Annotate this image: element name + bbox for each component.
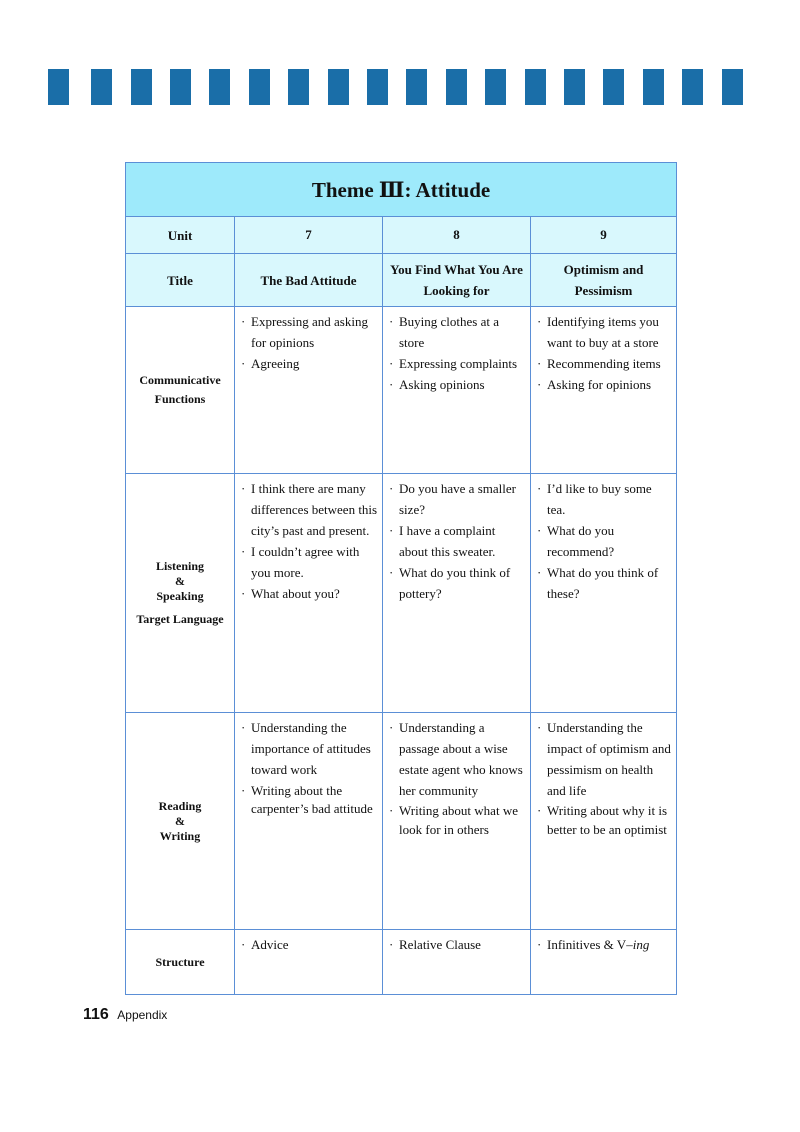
list-item — [537, 934, 672, 955]
communicative-functions-label — [126, 307, 235, 474]
decorative-block — [406, 69, 427, 105]
list-item: · Expressing complaints — [389, 353, 526, 374]
listening-cell — [383, 474, 531, 713]
structure-cell — [531, 930, 677, 995]
communicative-cell — [531, 307, 677, 474]
list-item: · Identifying items you want to buy at a store — [537, 311, 672, 353]
table-title: Theme Ⅲ: Attitude — [126, 163, 677, 217]
decorative-block — [131, 69, 152, 105]
list-item: · Understanding a passage about a wise estate agent who knows her community — [389, 717, 526, 801]
label-line: Writing — [159, 828, 201, 843]
list-item: · Do you have a smaller size? — [389, 478, 526, 520]
label-line: & — [175, 574, 185, 588]
decorative-block — [288, 69, 309, 105]
list-item: · Asking for opinions — [537, 374, 672, 395]
list-item: · What do you think of pottery? — [389, 562, 526, 604]
decorative-block — [446, 69, 467, 105]
list-item: · Writing about why it is better to be an optimist — [537, 801, 672, 839]
decorative-block — [91, 69, 112, 105]
decorative-block — [328, 69, 349, 105]
decorative-block — [209, 69, 230, 105]
communicative-cell — [383, 307, 531, 474]
structure-label: Structure — [126, 930, 235, 995]
label-line: Listening — [155, 559, 204, 573]
decorative-block — [722, 69, 743, 105]
decorative-block — [170, 69, 191, 105]
list-item: · I couldn’t agree with you more. — [241, 541, 378, 583]
listening-speaking-label — [126, 474, 235, 713]
list-item: · Asking opinions — [389, 374, 526, 395]
decorative-block — [525, 69, 546, 105]
list-item: · What do you think of these? — [537, 562, 672, 604]
list-item: · I think there are many differences between this city’s past and present. — [241, 478, 378, 541]
communicative-functions-row — [126, 307, 677, 474]
unit-title: You Find What You Are Looking for — [383, 254, 531, 307]
list-item: · Advice — [241, 934, 378, 955]
list-item: · I’d like to buy some tea. — [537, 478, 672, 520]
list-item: · Expressing and asking for opinions — [241, 311, 378, 353]
theme-table — [125, 162, 677, 995]
list-item: · What do you recommend? — [537, 520, 672, 562]
list-item: · Understanding the importance of attitudes toward work — [241, 717, 378, 780]
unit-number: 8 — [383, 217, 531, 254]
label-line: Functions — [154, 392, 206, 406]
structure-cell — [235, 930, 383, 995]
decorative-block — [643, 69, 664, 105]
list-item: · Buying clothes at a store — [389, 311, 526, 353]
unit-number: 7 — [235, 217, 383, 254]
reading-cell — [235, 713, 383, 930]
title-row — [126, 254, 677, 307]
list-item: · Writing about what we look for in others — [389, 801, 526, 839]
unit-number: 9 — [531, 217, 677, 254]
listening-speaking-row — [126, 474, 677, 713]
title-label: Title — [126, 254, 235, 307]
listening-cell — [531, 474, 677, 713]
decorative-block — [564, 69, 585, 105]
label-line: Target Language — [136, 612, 224, 626]
label-line: Reading — [158, 798, 202, 813]
page-footer — [83, 1006, 167, 1024]
list-item: · Understanding the impact of optimism and pessimism on health and life — [537, 717, 672, 801]
list-item: · I have a complaint about this sweater. — [389, 520, 526, 562]
label-line: Communicative — [139, 373, 221, 387]
decorative-block — [485, 69, 506, 105]
decorative-block-row — [48, 69, 748, 105]
reading-cell — [531, 713, 677, 930]
label-line: Speaking — [156, 589, 204, 603]
decorative-block — [682, 69, 703, 105]
list-item: · Recommending items — [537, 353, 672, 374]
reading-writing-label — [126, 713, 235, 930]
decorative-block — [603, 69, 624, 105]
reading-cell — [383, 713, 531, 930]
listening-cell — [235, 474, 383, 713]
unit-label: Unit — [126, 217, 235, 254]
unit-row — [126, 217, 677, 254]
unit-title: The Bad Attitude — [235, 254, 383, 307]
reading-writing-row — [126, 713, 677, 930]
decorative-block — [48, 69, 69, 105]
list-item: · Agreeing — [241, 353, 378, 374]
structure-text: Infinitives & V– — [547, 937, 633, 952]
decorative-block — [367, 69, 388, 105]
list-item: · Writing about the carpenter’s bad attitude — [241, 782, 378, 818]
unit-title: Optimism and Pessimism — [531, 254, 677, 307]
communicative-cell — [235, 307, 383, 474]
list-item: · What about you? — [241, 583, 378, 604]
page-label: Appendix — [117, 1008, 168, 1022]
page-number: 116 — [83, 1006, 109, 1023]
decorative-block — [249, 69, 270, 105]
structure-cell — [383, 930, 531, 995]
label-line: & — [175, 813, 185, 828]
structure-row — [126, 930, 677, 995]
structure-italic-suffix: ing — [632, 937, 650, 952]
list-item: · Relative Clause — [389, 934, 526, 955]
